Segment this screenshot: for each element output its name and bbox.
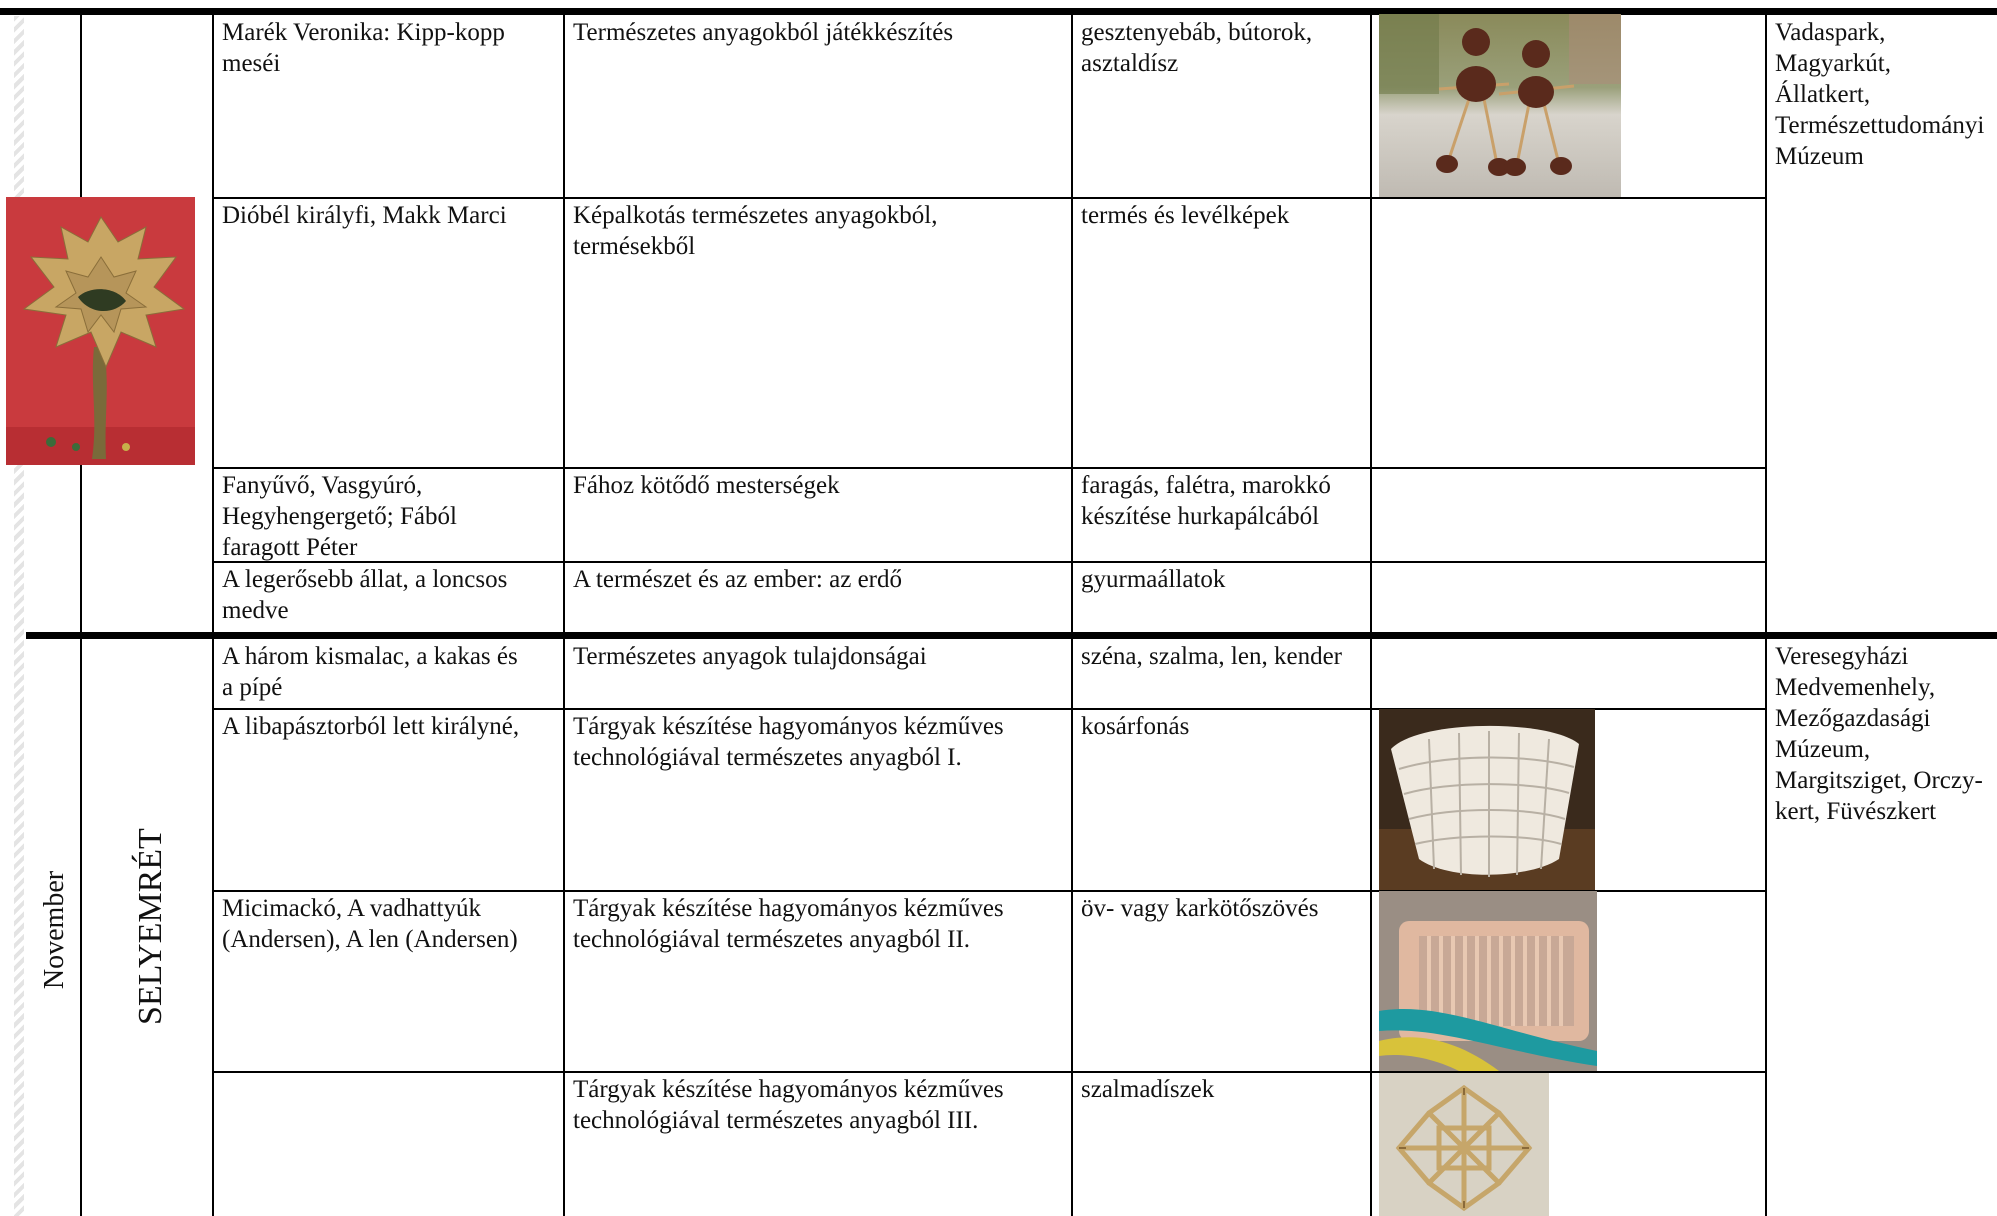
activity-cell: Képalkotás természetes anyagokból, termésekből <box>573 202 938 260</box>
activity-cell: A természet és az ember: az erdő <box>573 566 902 593</box>
column-line-5 <box>1370 14 1372 1216</box>
craft-cell: termés és levélképek <box>1081 202 1290 229</box>
chestnut-figures-photo <box>1379 14 1621 197</box>
story-cell: A libapásztorból lett királyné, <box>222 713 520 740</box>
leaf-tree-collage-image <box>6 197 195 465</box>
column-line-3 <box>563 14 565 1216</box>
column-line-6 <box>1765 14 1767 1216</box>
column-line-4 <box>1071 14 1073 1216</box>
section-thick-rule <box>26 632 1997 639</box>
page-binding-edge <box>14 16 24 1216</box>
woven-basket-photo <box>1379 709 1595 890</box>
activity-cell: Tárgyak készítése hagyományos kézműves technológiával természetes anyagból III. <box>573 1076 1004 1134</box>
story-cell: Marék Veronika: Kipp-kopp meséi <box>222 19 505 77</box>
craft-cell: öv- vagy karkötőszövés <box>1081 895 1319 922</box>
places-cell: Veresegyházi Medvemenhely, Mezőgazdasági Múzeum, Margitsziget, Orczy- kert, Füvészkert <box>1775 643 1983 825</box>
top-thick-rule <box>0 8 1997 15</box>
straw-star-photo <box>1379 1073 1549 1216</box>
craft-cell: széna, szalma, len, kender <box>1081 643 1342 670</box>
column-line-1b <box>80 637 82 1216</box>
theme-label: SELYEMRÉT <box>132 828 169 1025</box>
activity-cell: Tárgyak készítése hagyományos kézműves technológiával természetes anyagból II. <box>573 895 1004 953</box>
story-cell: A három kismalac, a kakas és a pípé <box>222 643 518 701</box>
story-cell: A legerősebb állat, a loncsos medve <box>222 566 508 624</box>
story-cell: Fanyűvő, Vasgyúró, Hegyhengergető; Fából faragott Péter <box>222 472 457 561</box>
month-label: November <box>39 870 70 990</box>
weaving-loom-photo <box>1379 891 1597 1071</box>
craft-cell: szalmadíszek <box>1081 1076 1215 1103</box>
activity-cell: Természetes anyagokból játékkészítés <box>573 19 954 46</box>
places-cell: Vadaspark, Magyarkút, Állatkert, Természettudományi Múzeum <box>1775 19 1985 170</box>
row-line <box>212 467 1766 469</box>
story-cell: Micimackó, A vadhattyúk (Andersen), A len (Andersen) <box>222 895 518 953</box>
craft-cell: gyurmaállatok <box>1081 566 1226 593</box>
activity-cell: Természetes anyagok tulajdonságai <box>573 643 927 670</box>
story-cell: Dióbél királyfi, Makk Marci <box>222 202 507 229</box>
activity-cell: Fához kötődő mesterségek <box>573 472 840 499</box>
column-line-2 <box>212 14 214 1216</box>
activity-cell: Tárgyak készítése hagyományos kézműves technológiával természetes anyagból I. <box>573 713 1004 771</box>
craft-cell: faragás, falétra, marokkó készítése hurkapálcából <box>1081 472 1331 530</box>
row-line <box>212 197 1766 199</box>
craft-cell: kosárfonás <box>1081 713 1190 740</box>
craft-cell: gesztenyebáb, bútorok, asztaldísz <box>1081 19 1313 77</box>
